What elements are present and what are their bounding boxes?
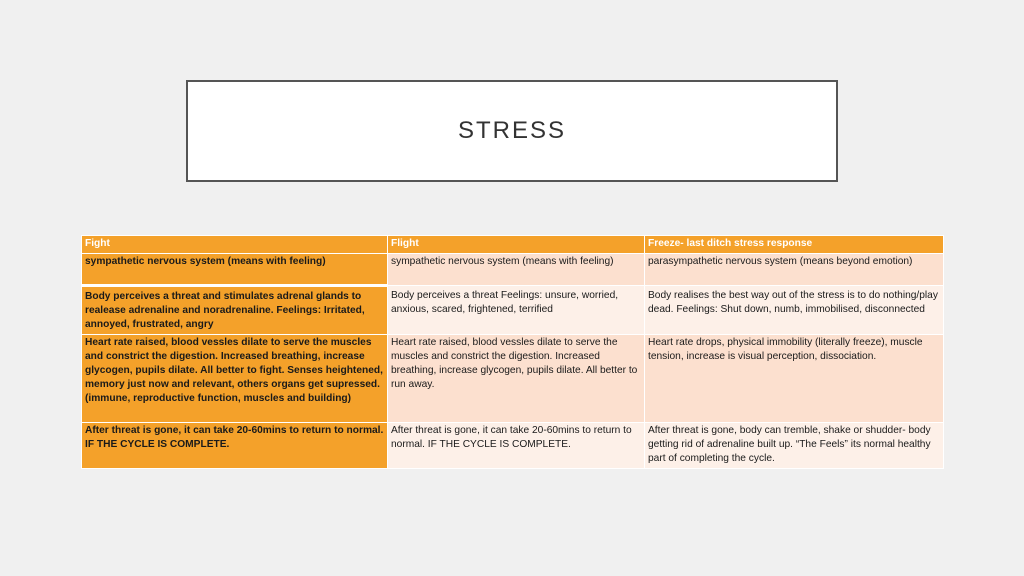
cell-flight-recovery: After threat is gone, it can take 20-60mins to return to normal. IF THE CYCLE IS COMPLETE. <box>388 423 645 469</box>
cell-flight-perception: Body perceives a threat Feelings: unsure, worried, anxious, scared, frightened, terrified <box>388 286 645 335</box>
cell-fight-recovery: After threat is gone, it can take 20-60mins to return to normal. IF THE CYCLE IS COMPLETE. <box>82 423 388 469</box>
cell-freeze-nervous-system: parasympathetic nervous system (means beyond emotion) <box>645 254 944 286</box>
stress-response-table <box>81 235 944 469</box>
header-fight: Fight <box>82 236 388 254</box>
table-header-row <box>82 236 944 254</box>
cell-fight-physiology: Heart rate raised, blood vessles dilate to serve the muscles and constrict the digestion. Increased breathing, increase glycogen, pupils dilate. All better to fight. Senses heightened, memory just now and relevant, others organs get supressed. (immune, reproductive function, muscles and building) <box>82 335 388 423</box>
cell-flight-nervous-system: sympathetic nervous system (means with feeling) <box>388 254 645 286</box>
header-flight: Flight <box>388 236 645 254</box>
cell-freeze-recovery: After threat is gone, body can tremble, shake or shudder- body getting rid of adrenaline built up. “The Feels” its normal healthy part of completing the cycle. <box>645 423 944 469</box>
cell-fight-perception: Body perceives a threat and stimulates adrenal glands to realease adrenaline and noradrenaline. Feelings: Irritated, annoyed, frustrated, angry <box>82 286 388 335</box>
table-row <box>82 286 944 335</box>
cell-freeze-physiology: Heart rate drops, physical immobility (literally freeze), muscle tension, increase is visual perception, dissociation. <box>645 335 944 423</box>
table-row <box>82 335 944 423</box>
header-freeze: Freeze- last ditch stress response <box>645 236 944 254</box>
cell-flight-physiology: Heart rate raised, blood vessles dilate to serve the muscles and constrict the digestion. Increased breathing, increase glycogen, pupils dilate. All better to run away. <box>388 335 645 423</box>
page-title: STRESS <box>457 117 567 144</box>
title-box <box>186 80 838 182</box>
table-row <box>82 423 944 469</box>
cell-freeze-perception: Body realises the best way out of the stress is to do nothing/play dead. Feelings: Shut down, numb, immobilised, disconnected <box>645 286 944 335</box>
table-row <box>82 254 944 286</box>
cell-fight-nervous-system: sympathetic nervous system (means with feeling) <box>82 254 388 286</box>
